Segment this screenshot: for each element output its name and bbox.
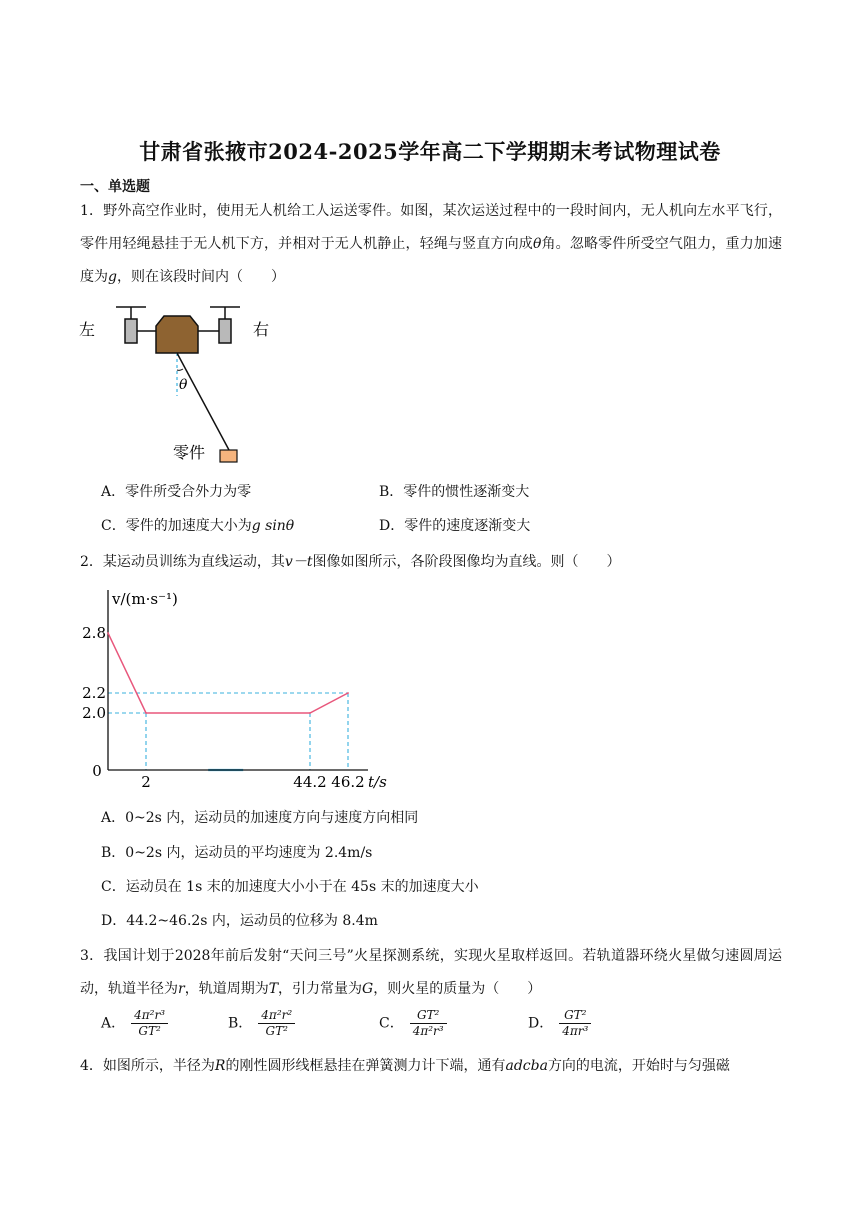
x-tick-46.2: 46.2 — [331, 773, 365, 791]
vt-chart — [70, 582, 410, 792]
q3-option-a[interactable]: A． $\frac{\text{4π²r³}}{\text{GT²}}$ — [101, 1008, 168, 1039]
q3-option-b[interactable]: B． $\frac{\text{4π²r²}}{\text{GT²}}$ — [228, 1008, 295, 1039]
y-axis-label: v/(m·s⁻¹) — [112, 590, 178, 608]
question-4-text: 4．如图所示，半径为R的刚性圆形线框悬挂在弹簧测力计下端，通有adcba方向的电流，开始时与匀强磁 — [80, 1058, 730, 1074]
q2-option-d[interactable]: D．44.2~46.2s 内，运动员的位移为 8.4m — [101, 913, 378, 929]
y-tick-2.2: 2.2 — [82, 684, 106, 702]
q1-option-a[interactable]: A．零件所受合外力为零 — [101, 484, 252, 500]
q1-option-c[interactable]: C．零件的加速度大小为g sinθ — [101, 518, 295, 534]
q3-option-d[interactable]: D． $\frac{\text{GT²}}{\text{4πr³}}$ — [528, 1008, 591, 1039]
origin-label: 0 — [92, 762, 102, 780]
figure-theta-label: θ — [179, 377, 188, 393]
drone-figure — [76, 300, 270, 470]
velocity-line — [108, 633, 348, 713]
data-point-1 — [145, 712, 147, 714]
figure-right-label: 右 — [253, 320, 270, 339]
question-3-text: 3．我国计划于2028年前后发射“天问三号”火星探测系统，实现火星取样返回。若轨道器环绕火星做匀速圆周运动，轨道半径为r，轨道周期为T，引力常量为G，则火星的质量为（ ） — [80, 948, 782, 997]
section-heading: 一、单选题 — [80, 179, 150, 195]
data-point-2 — [309, 712, 311, 714]
q2-option-a[interactable]: A．0~2s 内，运动员的加速度方向与速度方向相同 — [101, 810, 419, 826]
question-1-text: 1．野外高空作业时，使用无人机给工人运送零件。如图，某次运送过程中的一段时间内，无人机向左水平飞行，零件用轻绳悬挂于无人机下方，并相对于无人机静止，轻绳与竖直方向成θ角。忽略零件所受空气阻力，重力加速度为g，则在该段时间内（ ） — [80, 203, 782, 285]
exam-title: 甘肃省张掖市2024-2025学年高二下学期期末考试物理试卷 — [139, 139, 721, 164]
y-tick-2.0: 2.0 — [82, 704, 106, 722]
figure-part-label: 零件 — [173, 443, 206, 462]
y-tick-2.8: 2.8 — [82, 624, 106, 642]
question-2-text: 2．某运动员训练为直线运动，其v－t图像如图所示，各阶段图像均为直线。则（ ） — [80, 554, 621, 570]
x-tick-44.2: 44.2 — [293, 773, 327, 791]
x-tick-2: 2 — [141, 773, 151, 791]
q2-option-b[interactable]: B．0~2s 内，运动员的平均速度为 2.4m/s — [101, 845, 373, 861]
q1-option-b[interactable]: B．零件的惯性逐渐变大 — [379, 484, 530, 500]
figure-left-label: 左 — [79, 320, 96, 339]
q3-option-c[interactable]: C． $\frac{\text{GT²}}{\text{4π²r³}}$ — [379, 1008, 447, 1039]
q2-option-c[interactable]: C．运动员在 1s 末的加速度大小小于在 45s 末的加速度大小 — [101, 879, 479, 895]
x-axis-label: t/s — [368, 773, 387, 791]
data-point-0 — [107, 632, 109, 634]
q1-option-d[interactable]: D．零件的速度逐渐变大 — [379, 518, 531, 534]
data-point-3 — [347, 692, 349, 694]
